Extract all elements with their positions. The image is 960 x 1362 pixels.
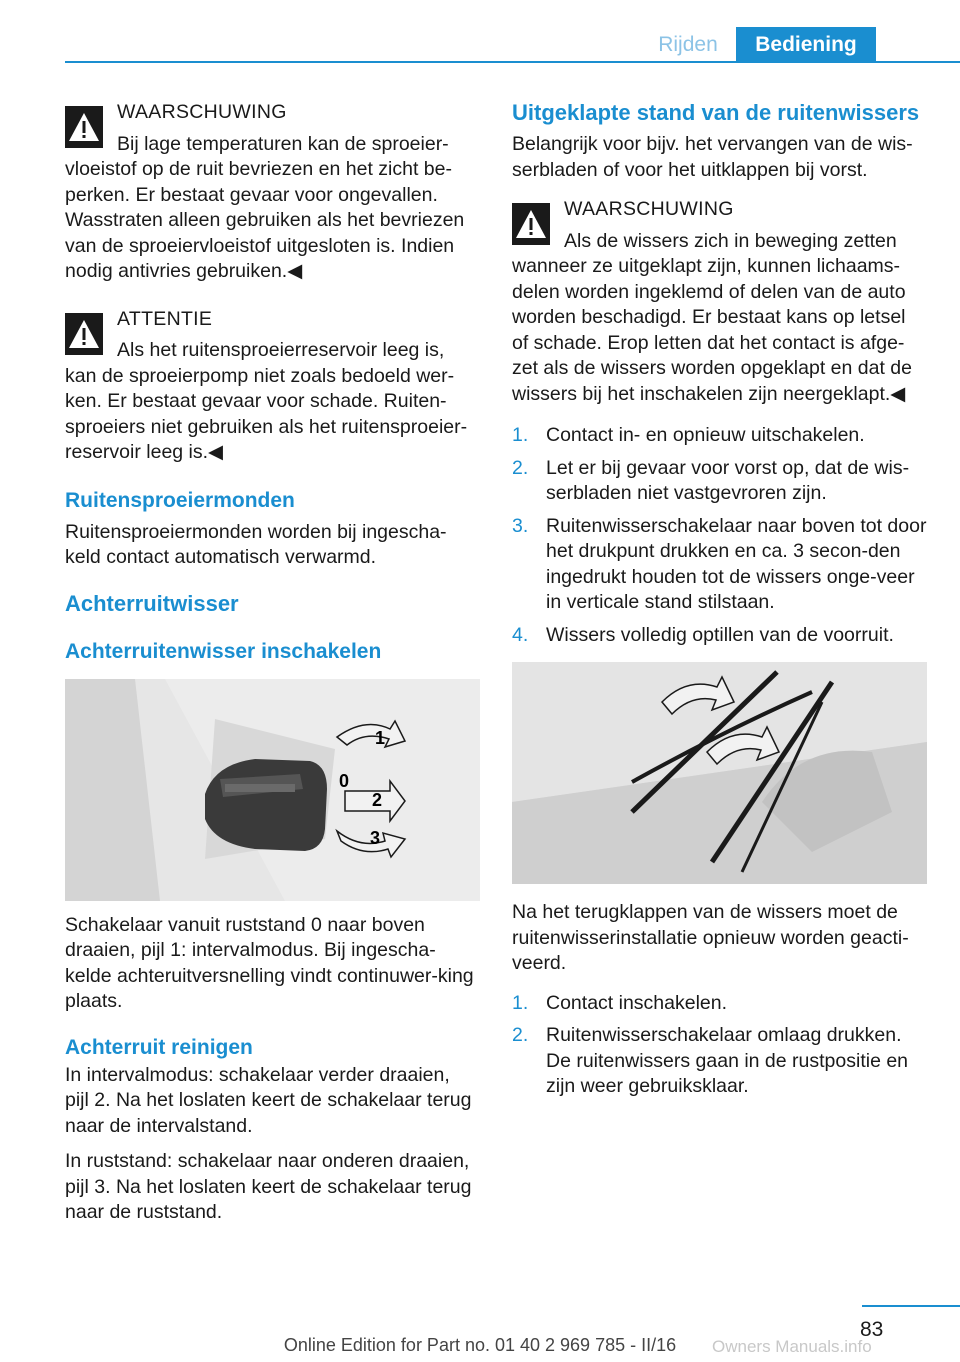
page-number: 83 [860, 1318, 884, 1341]
watermark: Owners Manuals.info [712, 1337, 872, 1356]
list-item [512, 423, 927, 449]
right-column [512, 100, 927, 1114]
tab-bediening[interactable]: Bediening [736, 27, 876, 62]
warning-triangle-icon [65, 313, 103, 355]
left-column [65, 100, 477, 1236]
warning-title: WAARSCHUWING [564, 198, 734, 220]
heading-achterruitwisser: Achterruitwisser [65, 590, 239, 616]
paragraph-sproeiermonden: Ruitensproeiermonden worden bij ingescha‐keld contact automatisch verwarmd. [65, 520, 447, 568]
warning-block-wissers [512, 197, 927, 407]
label-1: 1 [375, 727, 386, 748]
wipers-raised-illustration [512, 662, 927, 884]
list-item [512, 514, 927, 616]
warning-block-frost [65, 100, 477, 285]
step-number: 2. [512, 456, 529, 479]
warning-text: vloeistof op de ruit bevriezen en het zicht be‐perken. Er bestaat gevaar voor ongevallen. Wasstraten alleen gebruiken als het bevriezen van de sproeiervloeistof uitgesloten is. Indien nodig antivries gebruiken.◀ [65, 158, 465, 282]
warning-title: WAARSCHUWING [117, 101, 287, 123]
heading-uitgeklapte-stand: Uitgeklapte stand van de ruitenwissers [512, 100, 920, 125]
heading-inschakelen: Achterruitenwisser inschakelen [65, 639, 382, 663]
step-number: 1. [512, 424, 529, 446]
list-item [512, 456, 927, 507]
label-2: 2 [372, 789, 383, 810]
label-3: 3 [370, 827, 381, 848]
warning-block-attentie [65, 307, 477, 466]
tab-rijden[interactable]: Rijden [658, 33, 718, 56]
footer-edition: Online Edition for Part no. 01 40 2 969 785 - II/16 [283, 1335, 677, 1355]
warning-text-first: Bij lage temperaturen kan de sproeier‐ [117, 132, 449, 155]
warning-text: wanneer ze uitgeklapt zijn, kunnen lichaams‐delen worden ingeklemd of delen van de auto worden beschadigd. Er bestaat kans op letsel of schade. Erop letten dat het contact is afge‐zet als de wissers worden opgeklapt en dat de wissers bij het inschakelen zijn neergeklapt.◀ [512, 255, 912, 405]
steps-list-2 [512, 991, 927, 1100]
heading-sproeiermonden: Ruitensproeiermonden [65, 488, 295, 512]
figure-wipers-raised [512, 662, 927, 884]
warning-triangle-icon [65, 106, 103, 148]
step-text: Ruitenwisserschakelaar naar boven tot door het drukpunt drukken en ca. 3 secon‐den ingedrukt houden tot de wissers onge‐veer in verticale stand stilstaan. [546, 514, 927, 613]
step-number: 2. [512, 1024, 529, 1046]
steps-list-1 [512, 423, 927, 648]
step-text: Let er bij gevaar voor vorst op, dat de wis‐serbladen niet vastgevroren zijn. [546, 456, 910, 504]
paragraph-reinigen-1: In intervalmodus: schakelaar verder draaien, pijl 2. Na het loslaten keert de schakelaar terug naar de intervalstand. [65, 1063, 472, 1137]
heading-reinigen: Achterruit reinigen [65, 1035, 253, 1059]
step-text: Contact in- en opnieuw uitschakelen. [546, 424, 865, 446]
page-number-rule [862, 1305, 960, 1307]
warning-text-first: Als de wissers zich in beweging zetten [564, 229, 897, 252]
step-number: 3. [512, 514, 529, 537]
step-text: Ruitenwisserschakelaar omlaag drukken. De ruitenwissers gaan in de rustpositie en zijn weer gebruiksklaar. [546, 1024, 909, 1097]
step-text: Contact inschakelen. [546, 991, 728, 1014]
figure-wiper-stalk [65, 679, 480, 901]
label-0: 0 [339, 770, 350, 791]
attentie-text: kan de sproeierpomp niet zoals bedoeld wer‐ken. Er bestaat gevaar voor schade. Ruiten‐sproeiers niet gebruiken als het ruitensproeier‐reservoir leeg is.◀ [65, 364, 468, 463]
paragraph-reinigen-2: In ruststand: schakelaar naar onderen draaien, pijl 3. Na het loslaten keert de schakelaar terug naar de ruststand. [65, 1150, 472, 1223]
wiper-stalk-illustration [65, 679, 480, 901]
header-rule [65, 61, 960, 63]
warning-triangle-icon [512, 203, 550, 245]
paragraph-uitgeklapte-intro: Belangrijk voor bijv. het vervangen van de wis‐serbladen of voor het uitklappen bij vorst. [512, 133, 913, 181]
attentie-title: ATTENTIE [117, 307, 213, 330]
paragraph-na-terugklappen: Na het terugklappen van de wissers moet de ruitenwisserinstallatie opnieuw worden geacti‐veerd. [512, 901, 909, 974]
step-text: Wissers volledig optillen van de voorruit. [546, 623, 894, 646]
list-item [512, 991, 927, 1017]
step-number: 1. [512, 991, 529, 1014]
list-item [512, 1023, 927, 1100]
step-number: 4. [512, 623, 529, 646]
list-item [512, 623, 927, 649]
attentie-text-first: Als het ruitensproeierreservoir leeg is, [117, 339, 445, 361]
paragraph-inschakelen: Schakelaar vanuit ruststand 0 naar boven draaien, pijl 1: intervalmodus. Bij ingescha‐kelde achteruitversnelling vindt continuwer‐king plaats. [65, 913, 474, 1012]
